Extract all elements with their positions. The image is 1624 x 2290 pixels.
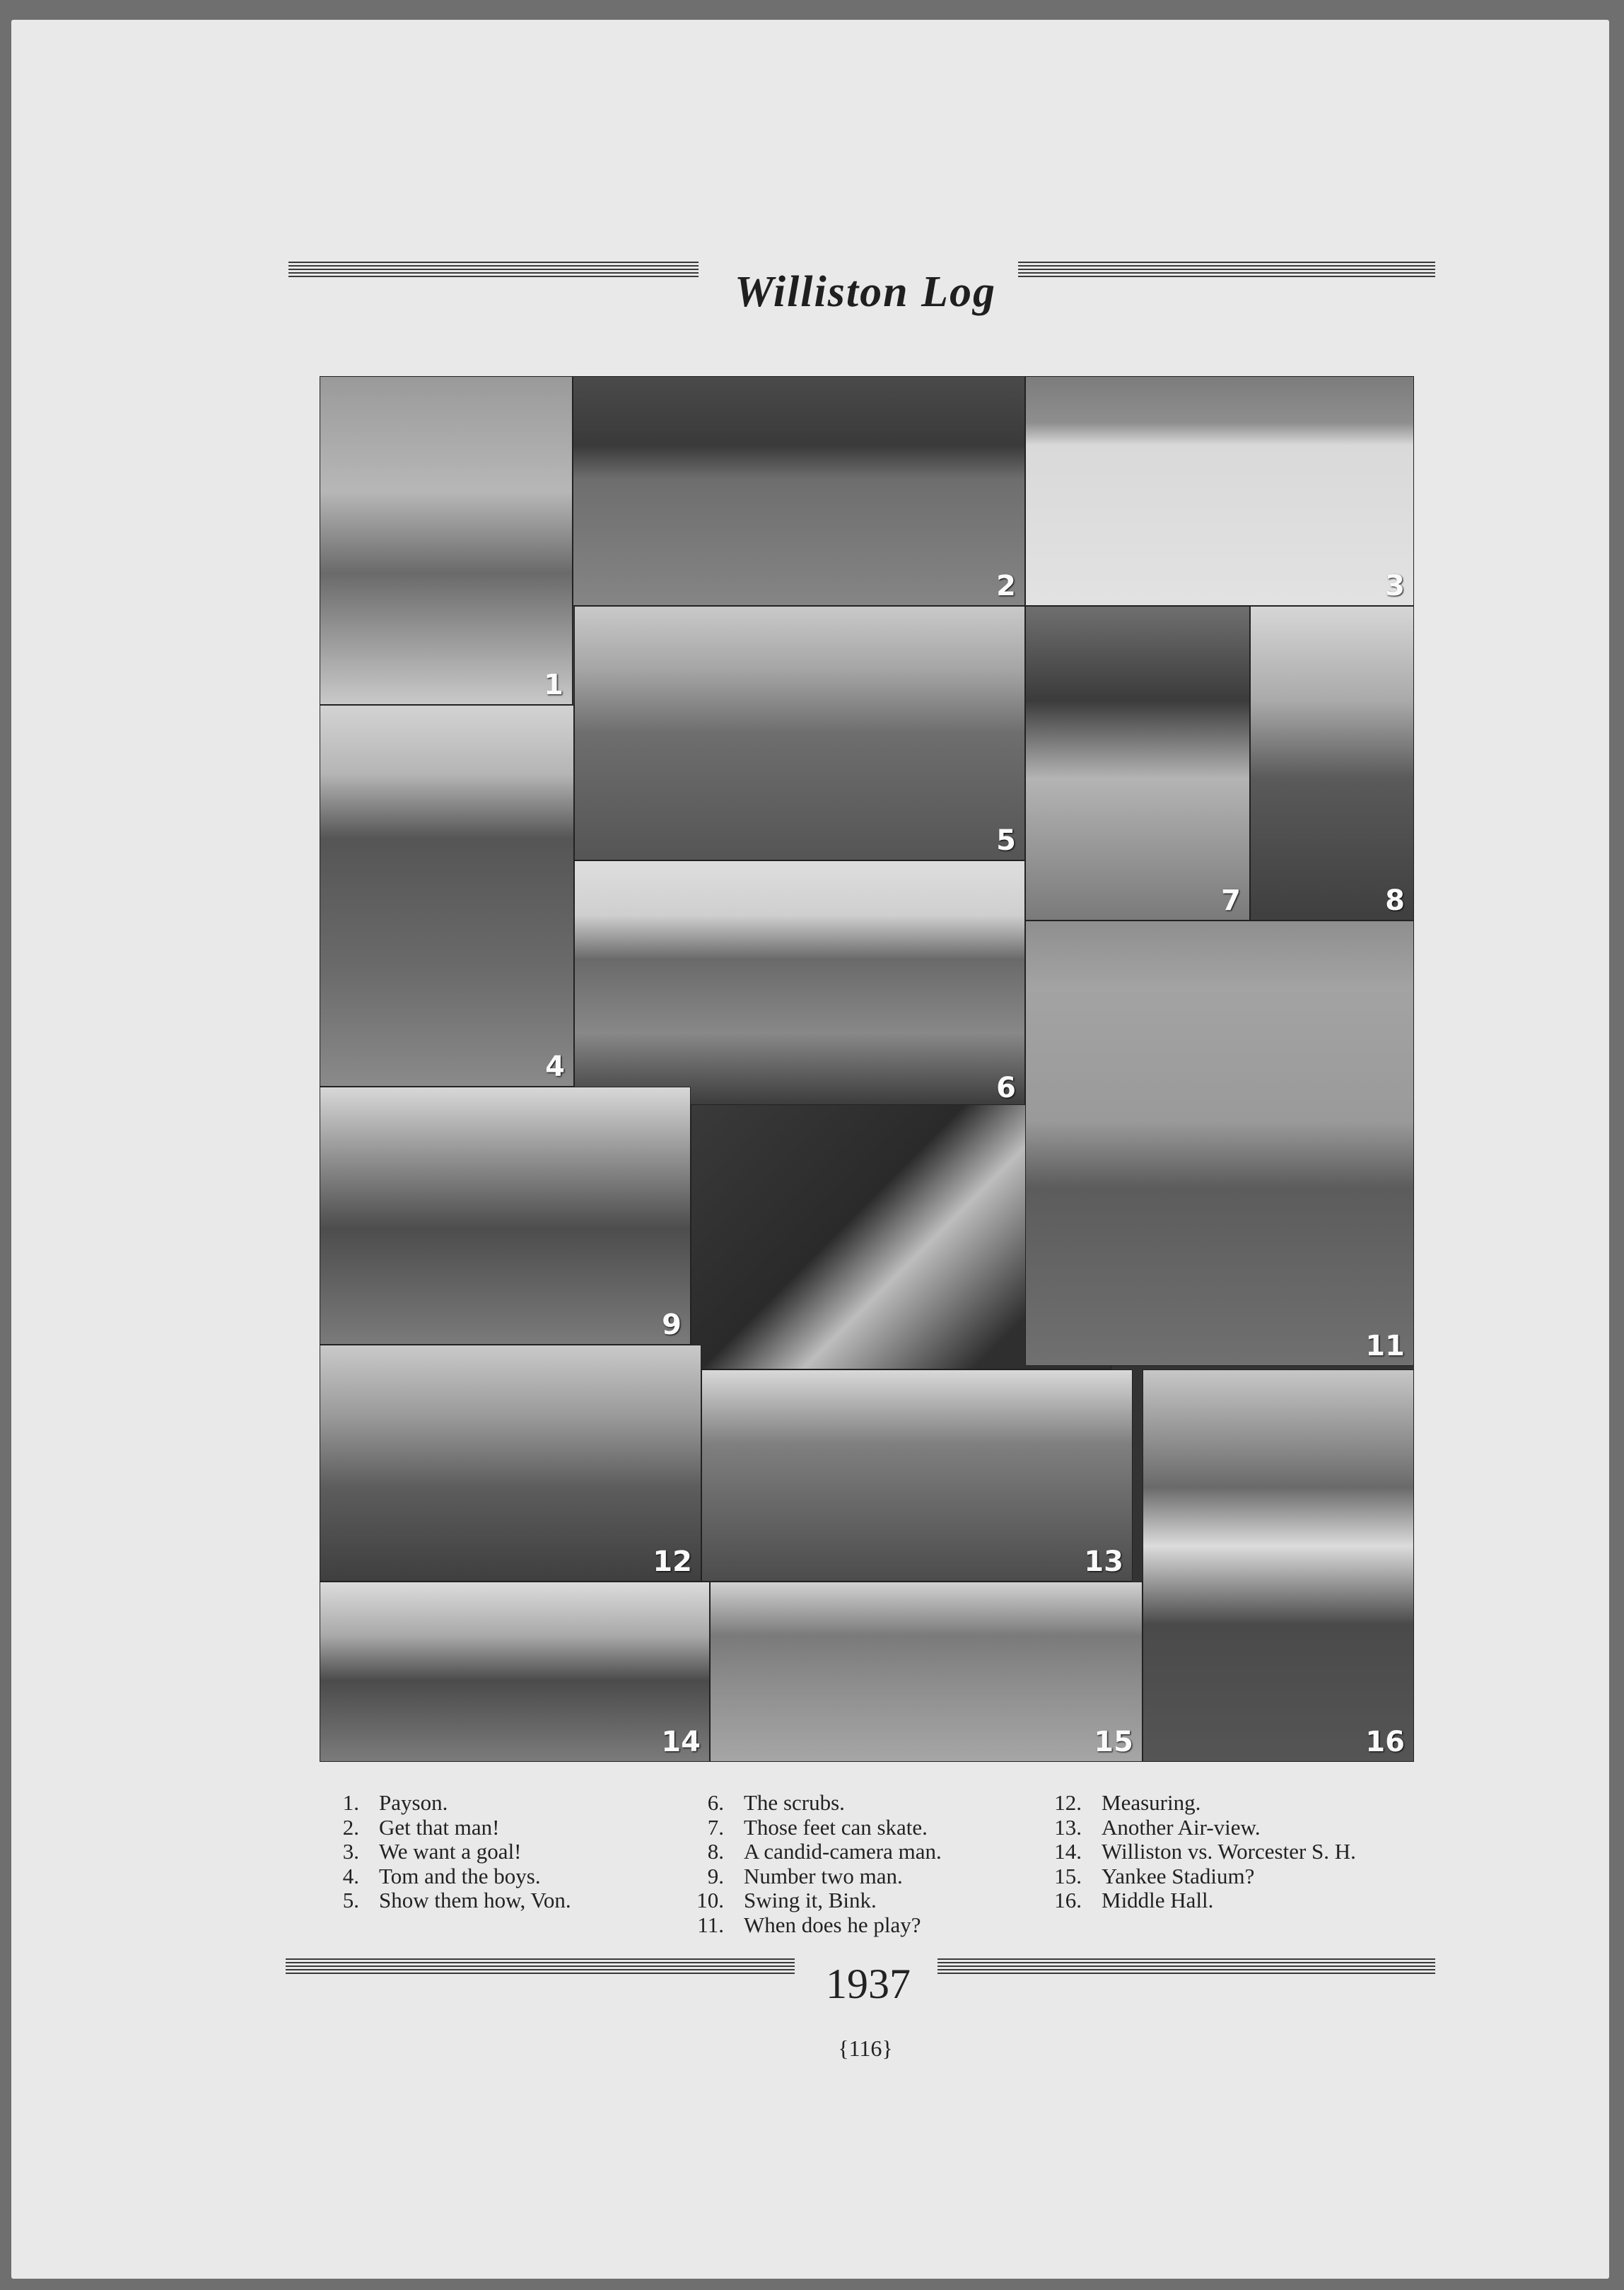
caption-number: 6. <box>707 1790 724 1815</box>
caption-text: Williston vs. Worcester S. H. <box>1102 1839 1356 1864</box>
caption-item <box>315 1791 571 1816</box>
caption-text: Payson. <box>379 1790 448 1815</box>
caption-text: Number two man. <box>744 1863 903 1888</box>
photo-number-8: 8 <box>1385 884 1405 917</box>
year-label: 1937 <box>826 1961 911 2007</box>
photo-number-1: 1 <box>544 669 563 701</box>
photo-3 <box>1025 376 1414 606</box>
caption-column-1 <box>315 1791 571 1913</box>
caption-item <box>680 1816 942 1840</box>
photo-13 <box>701 1369 1133 1582</box>
caption-item <box>680 1840 942 1864</box>
caption-item <box>680 1791 942 1816</box>
caption-number: 15. <box>1054 1863 1082 1888</box>
caption-item <box>315 1816 571 1840</box>
caption-number: 8. <box>707 1839 724 1864</box>
yearbook-page <box>11 20 1609 2279</box>
photo-number-14: 14 <box>661 1726 701 1758</box>
header-rule-right <box>1018 262 1435 279</box>
footer-rule-left <box>286 1958 795 1975</box>
caption-number: 5. <box>342 1888 359 1912</box>
caption-text: Measuring. <box>1102 1790 1201 1815</box>
photo-15 <box>710 1582 1143 1762</box>
caption-number: 12. <box>1054 1790 1082 1815</box>
caption-number: 9. <box>707 1863 724 1888</box>
caption-number: 10. <box>696 1888 724 1912</box>
photo-number-7: 7 <box>1221 884 1241 917</box>
photo-number-11: 11 <box>1365 1330 1405 1362</box>
caption-text: Get that man! <box>379 1814 500 1840</box>
caption-text: Show them how, Von. <box>379 1888 571 1912</box>
photo-number-3: 3 <box>1385 570 1405 602</box>
caption-item <box>315 1864 571 1889</box>
caption-number: 1. <box>342 1790 359 1815</box>
photo-8 <box>1250 606 1414 921</box>
caption-item <box>680 1913 942 1938</box>
photo-number-12: 12 <box>653 1546 692 1578</box>
photo-11 <box>1025 921 1414 1366</box>
photo-number-9: 9 <box>662 1309 682 1341</box>
caption-text: A candid-camera man. <box>744 1839 942 1864</box>
caption-number: 7. <box>707 1814 724 1840</box>
photo-12 <box>320 1345 701 1582</box>
caption-column-3 <box>1038 1791 1356 1913</box>
caption-item <box>1038 1840 1356 1864</box>
photo-number-2: 2 <box>996 570 1016 602</box>
caption-text: Tom and the boys. <box>379 1863 541 1888</box>
caption-item <box>680 1864 942 1889</box>
caption-column-2 <box>680 1791 942 1937</box>
caption-number: 14. <box>1054 1839 1082 1864</box>
photo-number-16: 16 <box>1365 1726 1405 1758</box>
caption-item <box>315 1840 571 1864</box>
photo-4 <box>320 705 574 1087</box>
caption-text: When does he play? <box>744 1912 921 1937</box>
photo-1 <box>320 376 573 705</box>
photo-2 <box>573 376 1025 606</box>
photo-number-4: 4 <box>545 1051 565 1083</box>
caption-text: Middle Hall. <box>1102 1888 1214 1912</box>
page-number: {116} <box>838 2035 893 2061</box>
photo-6 <box>574 860 1025 1108</box>
caption-item <box>680 1888 942 1913</box>
photo-number-15: 15 <box>1094 1726 1133 1758</box>
caption-number: 3. <box>342 1839 359 1864</box>
photo-9 <box>320 1087 691 1345</box>
caption-text: The scrubs. <box>744 1790 845 1815</box>
caption-number: 13. <box>1054 1814 1082 1840</box>
photo-16 <box>1143 1369 1414 1762</box>
caption-number: 11. <box>697 1912 724 1937</box>
photo-number-13: 13 <box>1084 1546 1123 1578</box>
caption-text: Swing it, Bink. <box>744 1888 877 1912</box>
caption-text: Another Air-view. <box>1102 1814 1261 1840</box>
caption-item <box>1038 1864 1356 1889</box>
caption-item <box>1038 1816 1356 1840</box>
photo-5 <box>574 606 1025 860</box>
photo-mosaic <box>320 376 1414 1762</box>
caption-item <box>1038 1888 1356 1913</box>
page-title: Williston Log <box>735 268 996 316</box>
caption-number: 16. <box>1054 1888 1082 1912</box>
caption-text: Yankee Stadium? <box>1102 1863 1255 1888</box>
footer-rule-right <box>937 1958 1435 1975</box>
header-rule-left <box>288 262 699 279</box>
caption-number: 4. <box>342 1863 359 1888</box>
caption-text: Those feet can skate. <box>744 1814 928 1840</box>
caption-item <box>1038 1791 1356 1816</box>
caption-number: 2. <box>342 1814 359 1840</box>
photo-number-5: 5 <box>996 824 1016 857</box>
caption-item <box>315 1888 571 1913</box>
photo-14 <box>320 1582 710 1762</box>
photo-number-6: 6 <box>996 1072 1016 1104</box>
photo-7 <box>1025 606 1250 921</box>
caption-text: We want a goal! <box>379 1839 522 1864</box>
